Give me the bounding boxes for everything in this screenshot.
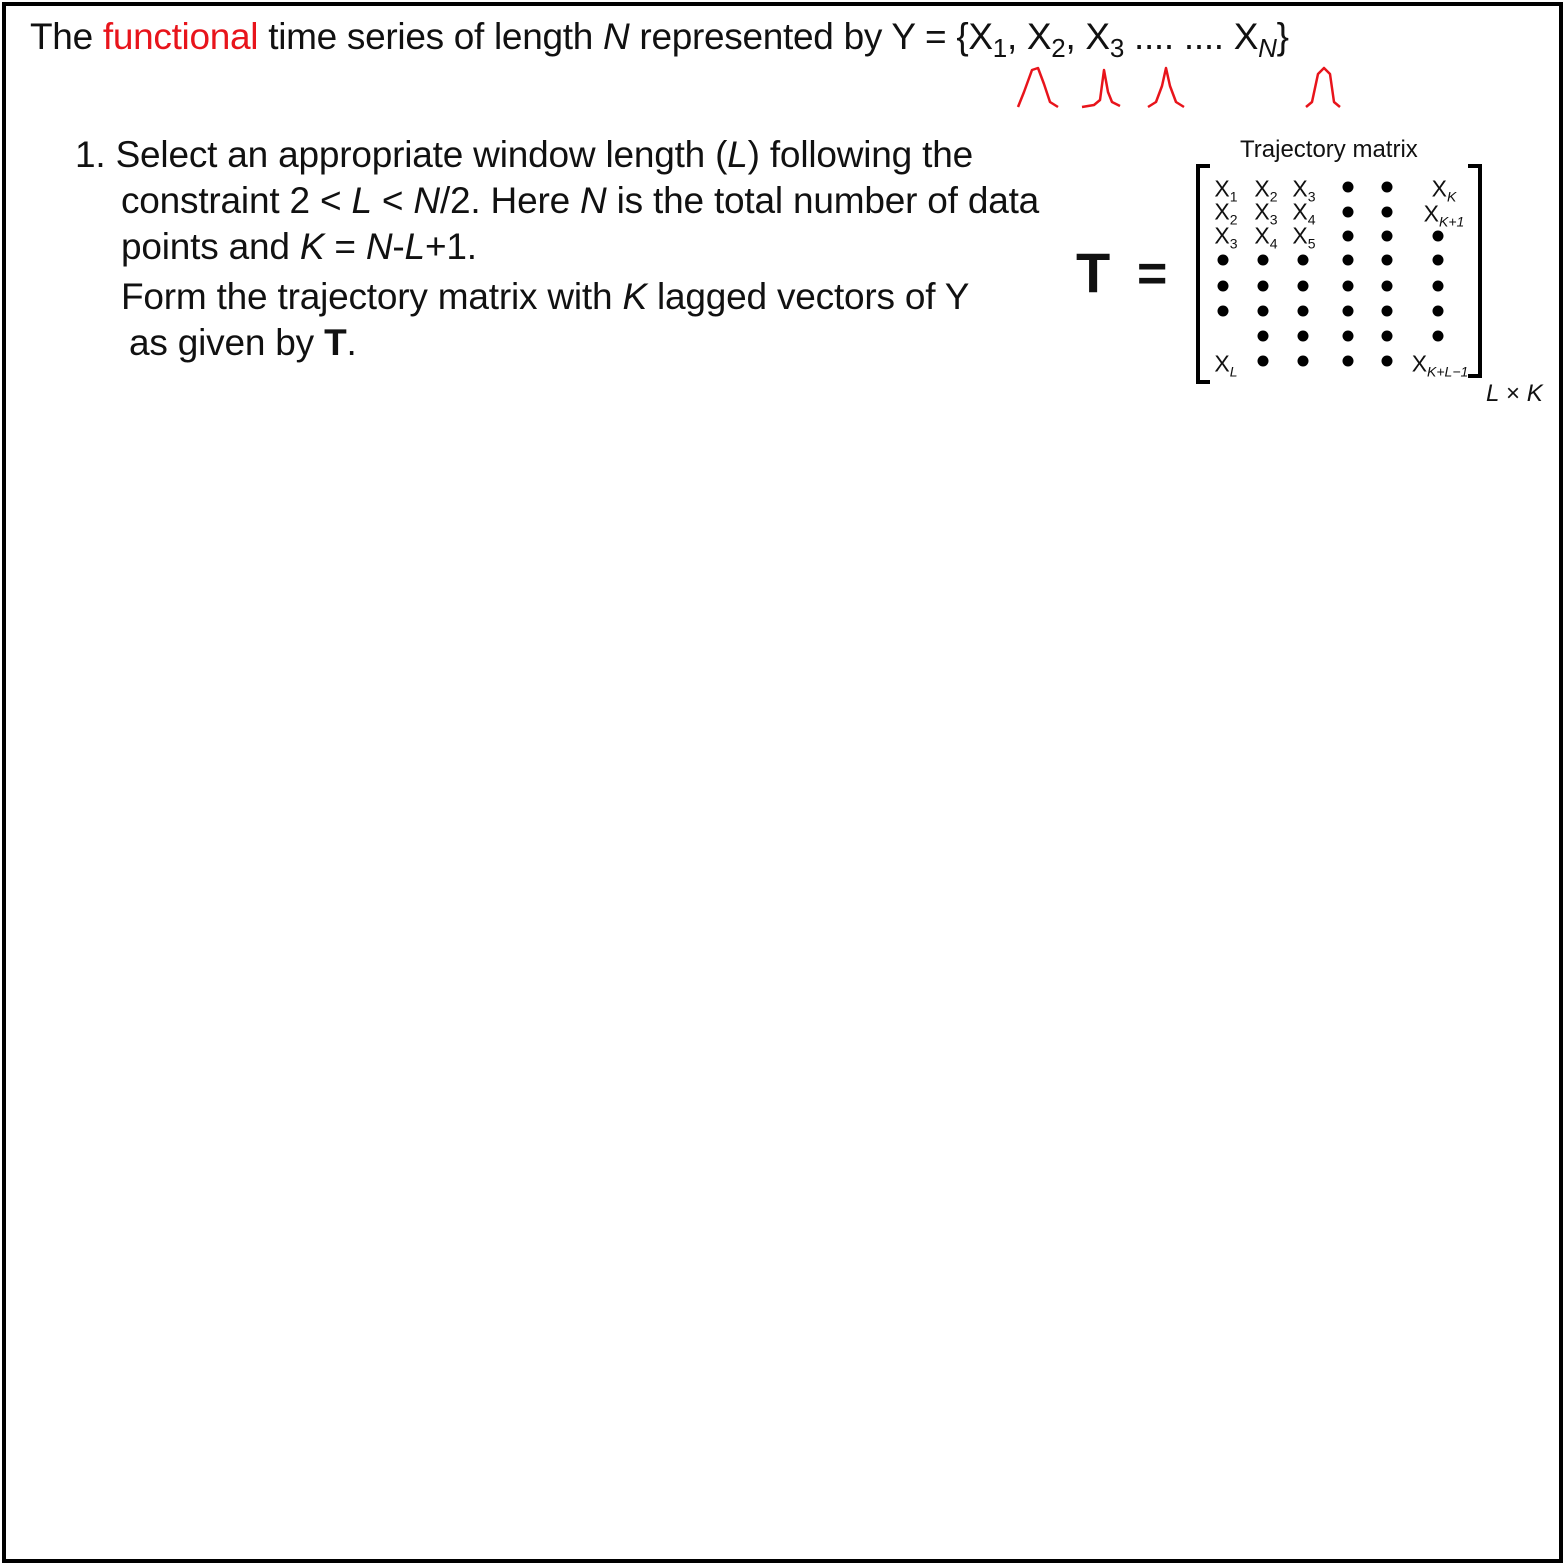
dim-times: ×: [1499, 380, 1527, 407]
matrix-dot: [1258, 356, 1269, 367]
matrix-dot: [1382, 207, 1393, 218]
curve-icon: [1306, 68, 1340, 107]
length-symbol: N: [603, 16, 630, 57]
highlight-word: functional: [102, 16, 259, 57]
matrix-dot: [1382, 331, 1393, 342]
matrix-dot: [1298, 281, 1309, 292]
matrix-dot: [1343, 281, 1354, 292]
curve-icon: [1018, 68, 1058, 107]
math-symbol: K: [622, 276, 647, 317]
step-text: lagged vectors of Y: [646, 276, 970, 317]
matrix-cell: $X_4$: [1292, 198, 1316, 228]
step-text: as given by: [129, 322, 325, 363]
matrix-dot: [1343, 207, 1354, 218]
matrix-dot: [1382, 182, 1393, 193]
subscript: 1: [992, 33, 1007, 63]
left-bracket: [1198, 166, 1210, 382]
step-text: +1.: [424, 226, 477, 267]
curve-icon: [1082, 70, 1120, 107]
matrix-cell: $X_2$: [1254, 175, 1278, 205]
header-ellipsis: .... .... X: [1123, 16, 1259, 57]
matrix-cell: $X_4$: [1254, 222, 1278, 252]
matrix-dot: [1433, 331, 1444, 342]
matrix-dot: [1433, 306, 1444, 317]
step-line: [75, 320, 1039, 366]
subscript: 3: [1109, 33, 1124, 63]
matrix-dot: [1382, 255, 1393, 266]
matrix-dot: [1382, 356, 1393, 367]
matrix-dot: [1343, 255, 1354, 266]
functional-curves: [1010, 62, 1350, 112]
matrix-cell: $X_3$: [1254, 198, 1278, 228]
header-sep: , X: [1006, 16, 1052, 57]
matrix-dot: [1433, 231, 1444, 242]
step-text: Form the trajectory matrix with: [121, 276, 623, 317]
matrix-dot: [1258, 255, 1269, 266]
step-number: 1.: [75, 134, 106, 175]
matrix-dot: [1298, 306, 1309, 317]
curve-icon: [1148, 68, 1184, 107]
matrix-dot: [1343, 182, 1354, 193]
math-symbol: K: [299, 226, 325, 267]
matrix-dot: [1343, 356, 1354, 367]
header-word: The: [30, 16, 93, 57]
matrix-dot: [1218, 255, 1229, 266]
dim-symbol: K: [1526, 380, 1543, 407]
trajectory-matrix: [1190, 162, 1490, 392]
matrix-dot: [1382, 231, 1393, 242]
matrix-cell: $X_5$: [1292, 222, 1316, 252]
math-symbol: L: [351, 180, 372, 221]
step-line: [75, 132, 1039, 178]
dim-symbol: L: [1486, 380, 1500, 407]
matrix-cell: $X_L$: [1214, 350, 1238, 380]
step-text: /2. Here: [439, 180, 581, 221]
matrix-title: Trajectory matrix: [1240, 136, 1418, 163]
matrix-dot: [1298, 331, 1309, 342]
header-sep: , X: [1065, 16, 1110, 57]
step-1: [75, 132, 1039, 366]
matrix-dot: [1258, 306, 1269, 317]
matrix-dot: [1258, 331, 1269, 342]
step-text: constraint 2 <: [121, 180, 352, 221]
matrix-cell: $X_{K+1}$: [1423, 200, 1465, 230]
subscript: 2: [1051, 33, 1066, 63]
header-close: }: [1276, 16, 1289, 57]
subscript: N: [1258, 33, 1277, 63]
math-symbol: L: [404, 226, 425, 267]
step-text: =: [324, 226, 366, 267]
step-text: points and: [121, 226, 300, 267]
matrix-dot: [1218, 281, 1229, 292]
matrix-dot: [1343, 306, 1354, 317]
matrix-dot: [1382, 306, 1393, 317]
matrix-dimensions: [1486, 380, 1543, 408]
matrix-dot: [1258, 281, 1269, 292]
step-text: <: [371, 180, 414, 221]
right-bracket: [1468, 166, 1480, 376]
step-text: .: [346, 322, 357, 363]
matrix-dot: [1343, 331, 1354, 342]
step-text: is the total number of data: [606, 180, 1040, 221]
matrix-symbol: T: [324, 322, 347, 363]
matrix-cell: $X_1$: [1214, 175, 1238, 205]
matrix-dot: [1433, 255, 1444, 266]
matrix-cell: $X_3$: [1214, 222, 1238, 252]
series-definition: [30, 16, 1289, 63]
matrix-symbol-label: T: [1076, 241, 1111, 304]
math-symbol: N: [413, 180, 440, 221]
math-symbol: N: [365, 226, 393, 267]
step-text: -: [392, 226, 405, 267]
matrix-dot: [1343, 231, 1354, 242]
matrix-dot: [1382, 281, 1393, 292]
math-symbol: N: [580, 180, 607, 221]
matrix-dot: [1298, 356, 1309, 367]
matrix-cell: $X_K$: [1431, 175, 1457, 205]
header-mid: time series of length: [268, 16, 594, 57]
math-symbol: L: [727, 134, 748, 175]
step-line: [75, 224, 1039, 270]
step-text: ) following the: [747, 134, 973, 175]
step-text: Select an appropriate window length (: [115, 134, 728, 175]
matrix-cell: $X_2$: [1214, 198, 1238, 228]
equals-sign: =: [1137, 245, 1168, 303]
matrix-dot: [1433, 281, 1444, 292]
matrix-dot: [1298, 255, 1309, 266]
matrix-cell: $X_{K+L-1}$: [1411, 350, 1469, 380]
matrix-dot: [1218, 306, 1229, 317]
header-represented: represented by Y = {X: [639, 16, 993, 57]
matrix-cell: $X_3$: [1292, 175, 1316, 205]
step-line: [75, 178, 1039, 224]
step-line: [75, 274, 1039, 320]
